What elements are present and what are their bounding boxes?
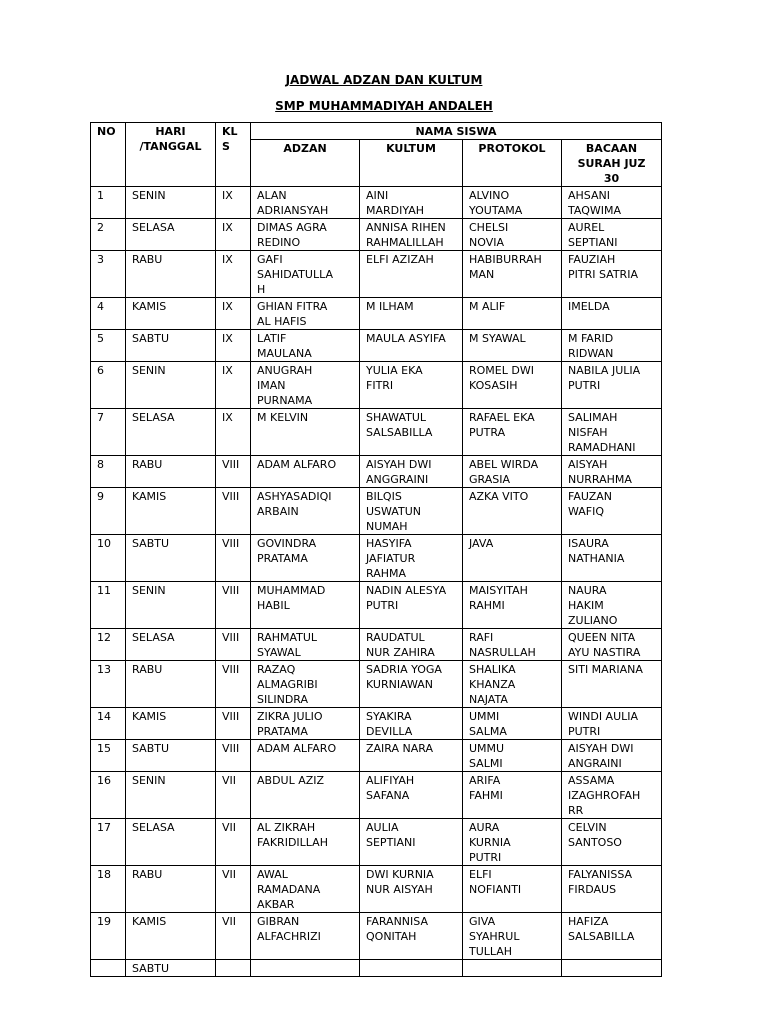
cell-hari: KAMIS <box>126 913 216 960</box>
table-row <box>91 409 662 456</box>
cell-kls: VII <box>216 913 251 960</box>
table-header <box>91 123 662 187</box>
cell-bacaan: M FARID RIDWAN <box>562 330 662 362</box>
cell-bacaan: FAUZAN WAFIQ <box>562 488 662 535</box>
cell-hari: SABTU <box>126 960 216 977</box>
table-body <box>91 187 662 977</box>
cell-hari: KAMIS <box>126 298 216 330</box>
cell-protokol: SHALIKA KHANZA NAJATA <box>463 661 562 708</box>
cell-kultum: M ILHAM <box>360 298 463 330</box>
header-adzan: ADZAN <box>251 140 360 187</box>
header-protokol: PROTOKOL <box>463 140 562 187</box>
cell-kls: VIII <box>216 582 251 629</box>
table-row <box>91 661 662 708</box>
cell-adzan: ABDUL AZIZ <box>251 772 360 819</box>
cell-kls: VII <box>216 866 251 913</box>
cell-bacaan: NABILA JULIA PUTRI <box>562 362 662 409</box>
table-row <box>91 535 662 582</box>
cell-adzan: GAFI SAHIDATULLA H <box>251 251 360 298</box>
cell-protokol: ABEL WIRDA GRASIA <box>463 456 562 488</box>
header-hari-tanggal: HARI /TANGGAL <box>126 123 216 187</box>
cell-kls: VIII <box>216 629 251 661</box>
cell-bacaan: FAUZIAH PITRI SATRIA <box>562 251 662 298</box>
cell-bacaan <box>562 960 662 977</box>
cell-protokol: ALVINO YOUTAMA <box>463 187 562 219</box>
cell-adzan: ZIKRA JULIO PRATAMA <box>251 708 360 740</box>
table-row <box>91 866 662 913</box>
cell-protokol: M SYAWAL <box>463 330 562 362</box>
cell-adzan <box>251 960 360 977</box>
cell-kultum: ZAIRA NARA <box>360 740 463 772</box>
header-row-1 <box>91 123 662 140</box>
cell-adzan: GIBRAN ALFACHRIZI <box>251 913 360 960</box>
cell-hari: SABTU <box>126 535 216 582</box>
cell-no: 11 <box>91 582 126 629</box>
cell-hari: RABU <box>126 661 216 708</box>
cell-adzan: ALAN ADRIANSYAH <box>251 187 360 219</box>
cell-kls: IX <box>216 330 251 362</box>
cell-bacaan: WINDI AULIA PUTRI <box>562 708 662 740</box>
cell-kls: IX <box>216 219 251 251</box>
cell-no: 6 <box>91 362 126 409</box>
cell-hari: SABTU <box>126 740 216 772</box>
cell-protokol: AURA KURNIA PUTRI <box>463 819 562 866</box>
cell-bacaan: AUREL SEPTIANI <box>562 219 662 251</box>
cell-adzan: ADAM ALFARO <box>251 456 360 488</box>
cell-bacaan: SITI MARIANA <box>562 661 662 708</box>
cell-kultum: DWI KURNIA NUR AISYAH <box>360 866 463 913</box>
cell-no: 9 <box>91 488 126 535</box>
cell-no: 17 <box>91 819 126 866</box>
table-row <box>91 456 662 488</box>
cell-protokol: GIVA SYAHRUL TULLAH <box>463 913 562 960</box>
header-no: NO <box>91 123 126 187</box>
cell-adzan: ANUGRAH IMAN PURNAMA <box>251 362 360 409</box>
schedule-table <box>90 122 662 977</box>
table-row <box>91 362 662 409</box>
cell-no: 14 <box>91 708 126 740</box>
cell-hari: SELASA <box>126 819 216 866</box>
cell-no: 18 <box>91 866 126 913</box>
cell-kls: IX <box>216 298 251 330</box>
cell-adzan: GHIAN FITRA AL HAFIS <box>251 298 360 330</box>
cell-kultum: ALIFIYAH SAFANA <box>360 772 463 819</box>
cell-adzan: AL ZIKRAH FAKRIDILLAH <box>251 819 360 866</box>
cell-kultum: HASYIFA JAFIATUR RAHMA <box>360 535 463 582</box>
cell-adzan: ADAM ALFARO <box>251 740 360 772</box>
cell-protokol: UMMU SALMI <box>463 740 562 772</box>
cell-kultum: YULIA EKA FITRI <box>360 362 463 409</box>
cell-protokol <box>463 960 562 977</box>
cell-no: 12 <box>91 629 126 661</box>
cell-kultum: NADIN ALESYA PUTRI <box>360 582 463 629</box>
cell-adzan: M KELVIN <box>251 409 360 456</box>
cell-bacaan: HAFIZA SALSABILLA <box>562 913 662 960</box>
cell-kls: VIII <box>216 535 251 582</box>
cell-hari: RABU <box>126 866 216 913</box>
table-row <box>91 582 662 629</box>
cell-kultum: SHAWATUL SALSABILLA <box>360 409 463 456</box>
cell-hari: SELASA <box>126 629 216 661</box>
cell-hari: SENIN <box>126 772 216 819</box>
cell-protokol: ELFI NOFIANTI <box>463 866 562 913</box>
table-row <box>91 330 662 362</box>
cell-protokol: RAFI NASRULLAH <box>463 629 562 661</box>
cell-no: 13 <box>91 661 126 708</box>
cell-bacaan: NAURA HAKIM ZULIANO <box>562 582 662 629</box>
cell-kultum: SADRIA YOGA KURNIAWAN <box>360 661 463 708</box>
cell-protokol: ARIFA FAHMI <box>463 772 562 819</box>
cell-no: 19 <box>91 913 126 960</box>
cell-hari: KAMIS <box>126 488 216 535</box>
cell-adzan: RAHMATUL SYAWAL <box>251 629 360 661</box>
table-row <box>91 187 662 219</box>
cell-adzan: MUHAMMAD HABIL <box>251 582 360 629</box>
cell-kultum: SYAKIRA DEVILLA <box>360 708 463 740</box>
table-row <box>91 219 662 251</box>
cell-kls: IX <box>216 409 251 456</box>
cell-hari: SABTU <box>126 330 216 362</box>
cell-bacaan: IMELDA <box>562 298 662 330</box>
cell-kls: VII <box>216 772 251 819</box>
cell-hari: KAMIS <box>126 708 216 740</box>
cell-kultum: ELFI AZIZAH <box>360 251 463 298</box>
cell-kls: VIII <box>216 456 251 488</box>
cell-kls: IX <box>216 187 251 219</box>
table-row <box>91 298 662 330</box>
cell-kls: VII <box>216 819 251 866</box>
cell-protokol: MAISYITAH RAHMI <box>463 582 562 629</box>
cell-no: 5 <box>91 330 126 362</box>
header-kls: KLS <box>216 123 251 187</box>
cell-kls <box>216 960 251 977</box>
cell-hari: SELASA <box>126 219 216 251</box>
cell-kls: VIII <box>216 740 251 772</box>
cell-kls: VIII <box>216 488 251 535</box>
cell-adzan: RAZAQ ALMAGRIBI SILINDRA <box>251 661 360 708</box>
header-bacaan-surah: BACAAN SURAH JUZ 30 <box>562 140 662 187</box>
cell-bacaan: SALIMAH NISFAH RAMADHANI <box>562 409 662 456</box>
cell-adzan: DIMAS AGRA REDINO <box>251 219 360 251</box>
cell-adzan: GOVINDRA PRATAMA <box>251 535 360 582</box>
cell-adzan: AWAL RAMADANA AKBAR <box>251 866 360 913</box>
cell-kultum: AINI MARDIYAH <box>360 187 463 219</box>
cell-bacaan: AISYAH NURRAHMA <box>562 456 662 488</box>
table-row <box>91 960 662 977</box>
table-row <box>91 251 662 298</box>
cell-adzan: LATIF MAULANA <box>251 330 360 362</box>
cell-kultum: AISYAH DWI ANGGRAINI <box>360 456 463 488</box>
cell-kls: IX <box>216 362 251 409</box>
cell-kultum: FARANNISA QONITAH <box>360 913 463 960</box>
cell-kls: VIII <box>216 708 251 740</box>
cell-hari: SENIN <box>126 187 216 219</box>
cell-bacaan: CELVIN SANTOSO <box>562 819 662 866</box>
cell-no: 10 <box>91 535 126 582</box>
table-row <box>91 629 662 661</box>
cell-protokol: AZKA VITO <box>463 488 562 535</box>
cell-kultum: ANNISA RIHEN RAHMALILLAH <box>360 219 463 251</box>
cell-protokol: RAFAEL EKA PUTRA <box>463 409 562 456</box>
table-row <box>91 819 662 866</box>
cell-hari: SELASA <box>126 409 216 456</box>
cell-protokol: ROMEL DWI KOSASIH <box>463 362 562 409</box>
header-kultum: KULTUM <box>360 140 463 187</box>
table-row <box>91 913 662 960</box>
cell-no: 8 <box>91 456 126 488</box>
cell-hari: SENIN <box>126 582 216 629</box>
cell-bacaan: FALYANISSA FIRDAUS <box>562 866 662 913</box>
cell-no: 4 <box>91 298 126 330</box>
cell-hari: SENIN <box>126 362 216 409</box>
cell-kultum: MAULA ASYIFA <box>360 330 463 362</box>
cell-hari: RABU <box>126 251 216 298</box>
cell-kultum <box>360 960 463 977</box>
cell-protokol: CHELSI NOVIA <box>463 219 562 251</box>
cell-kls: IX <box>216 251 251 298</box>
cell-bacaan: ISAURA NATHANIA <box>562 535 662 582</box>
document-title: JADWAL ADZAN DAN KULTUM <box>285 73 483 87</box>
cell-kultum: AULIA SEPTIANI <box>360 819 463 866</box>
cell-adzan: ASHYASADIQI ARBAIN <box>251 488 360 535</box>
cell-no: 1 <box>91 187 126 219</box>
cell-kls: VIII <box>216 661 251 708</box>
cell-no: 15 <box>91 740 126 772</box>
header-nama-siswa: NAMA SISWA <box>251 123 662 140</box>
cell-no: 16 <box>91 772 126 819</box>
school-name: SMP MUHAMMADIYAH ANDALEH <box>275 99 493 113</box>
cell-bacaan: AHSANI TAQWIMA <box>562 187 662 219</box>
table-row <box>91 740 662 772</box>
cell-kultum: BILQIS USWATUN NUMAH <box>360 488 463 535</box>
cell-bacaan: AISYAH DWI ANGRAINI <box>562 740 662 772</box>
cell-kultum: RAUDATUL NUR ZAHIRA <box>360 629 463 661</box>
table-row <box>91 488 662 535</box>
cell-bacaan: QUEEN NITA AYU NASTIRA <box>562 629 662 661</box>
cell-no: 2 <box>91 219 126 251</box>
table-row <box>91 708 662 740</box>
table-row <box>91 772 662 819</box>
cell-no: 7 <box>91 409 126 456</box>
cell-no: 3 <box>91 251 126 298</box>
cell-protokol: M ALIF <box>463 298 562 330</box>
cell-no <box>91 960 126 977</box>
cell-protokol: UMMI SALMA <box>463 708 562 740</box>
cell-hari: RABU <box>126 456 216 488</box>
cell-protokol: HABIBURRAH MAN <box>463 251 562 298</box>
cell-bacaan: ASSAMA IZAGHROFAH RR <box>562 772 662 819</box>
cell-protokol: JAVA <box>463 535 562 582</box>
